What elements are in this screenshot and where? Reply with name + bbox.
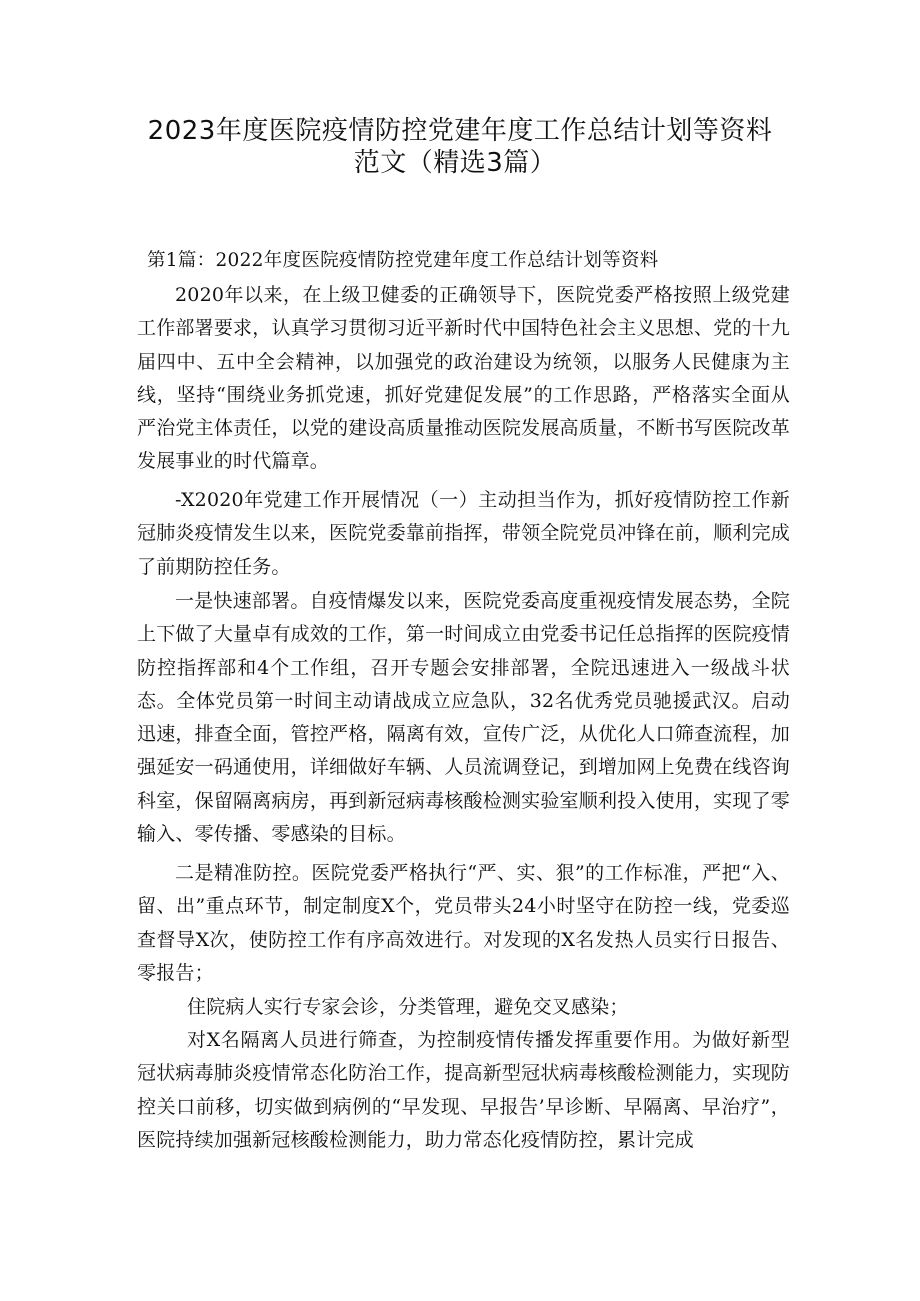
document-title-line-1: 2023年度医院疫情防控党建年度工作总结计划等资料 [147, 116, 773, 146]
paragraph-isolation-screening: 对X名隔离人员进行筛查，为控制疫情传播发挥重要作用。为做好新型冠状病毒肺炎疫情常态化防治工作，提高新型冠状病毒核酸检测能力，实现防控关口前移，切实做到病例的“早发现、早报告’早诊断、早隔离、早治疗”，医院持续加强新冠核酸检测能力，助力常态化疫情防控，累计完成 [137, 1029, 790, 1151]
paragraph-intro: 2020年以来，在上级卫健委的正确领导下，医院党委严格按照上级党建工作部署要求，认真学习贯彻习近平新时代中国特色社会主义思想、党的十九届四中、五中全会精神，以加强党的政治建设为统领，以服务人民健康为主线，坚持“围绕业务抓党速，抓好党建促发展”的工作思路，严格落实全面从严治党主体责任，以党的建设高质量推动医院发展高质量，不断书写医院改革发展事业的时代篇章。 [137, 284, 790, 473]
paragraph-precise-control: 二是精准防控。医院党委严格执行“严、实、狠”的工作标准，严把“入、留、出”重点环节，制定制度X个，党员带头24小时坚守在防控一线，党委巡查督导X次，使防控工作有序高效进行。对发现的X名发热人员实行日报告、零报告； [137, 862, 790, 984]
paragraph-inpatients: 住院病人实行专家会诊，分类管理，避免交叉感染； [187, 996, 629, 1018]
section-heading: 第1篇：2022年度医院疫情防控党建年度工作总结计划等资料 [147, 250, 659, 271]
document-title-line-2: 范文（精选3篇） [353, 148, 557, 178]
paragraph-work-overview: -X2020年党建工作开展情况（一）主动担当作为，抓好疫情防控工作新冠肺炎疫情发生以来，医院党委靠前指挥，带领全院党员冲锋在前，顺利完成了前期防控任务。 [137, 489, 790, 578]
paragraph-rapid-deployment: 一是快速部署。自疫情爆发以来，医院党委高度重视疫情发展态势，全院上下做了大量卓有成效的工作，第一时间成立由党委书记任总指挥的医院疫情防控指挥部和4个工作组，召开专题会安排部署，全院迅速进入一级战斗状态。全体党员第一时间主动请战成立应急队，32名优秀党员驰援武汉。启动迅速，排查全面，管控严格，隔离有效，宣传广泛，从优化人口筛查流程，加强延安一码通使用，详细做好车辆、人员流调登记，到增加网上免费在线咨询科室，保留隔离病房，再到新冠病毒核酸检测实验室顺利投入使用，实现了零输入、零传播、零感染的目标。 [137, 590, 790, 846]
